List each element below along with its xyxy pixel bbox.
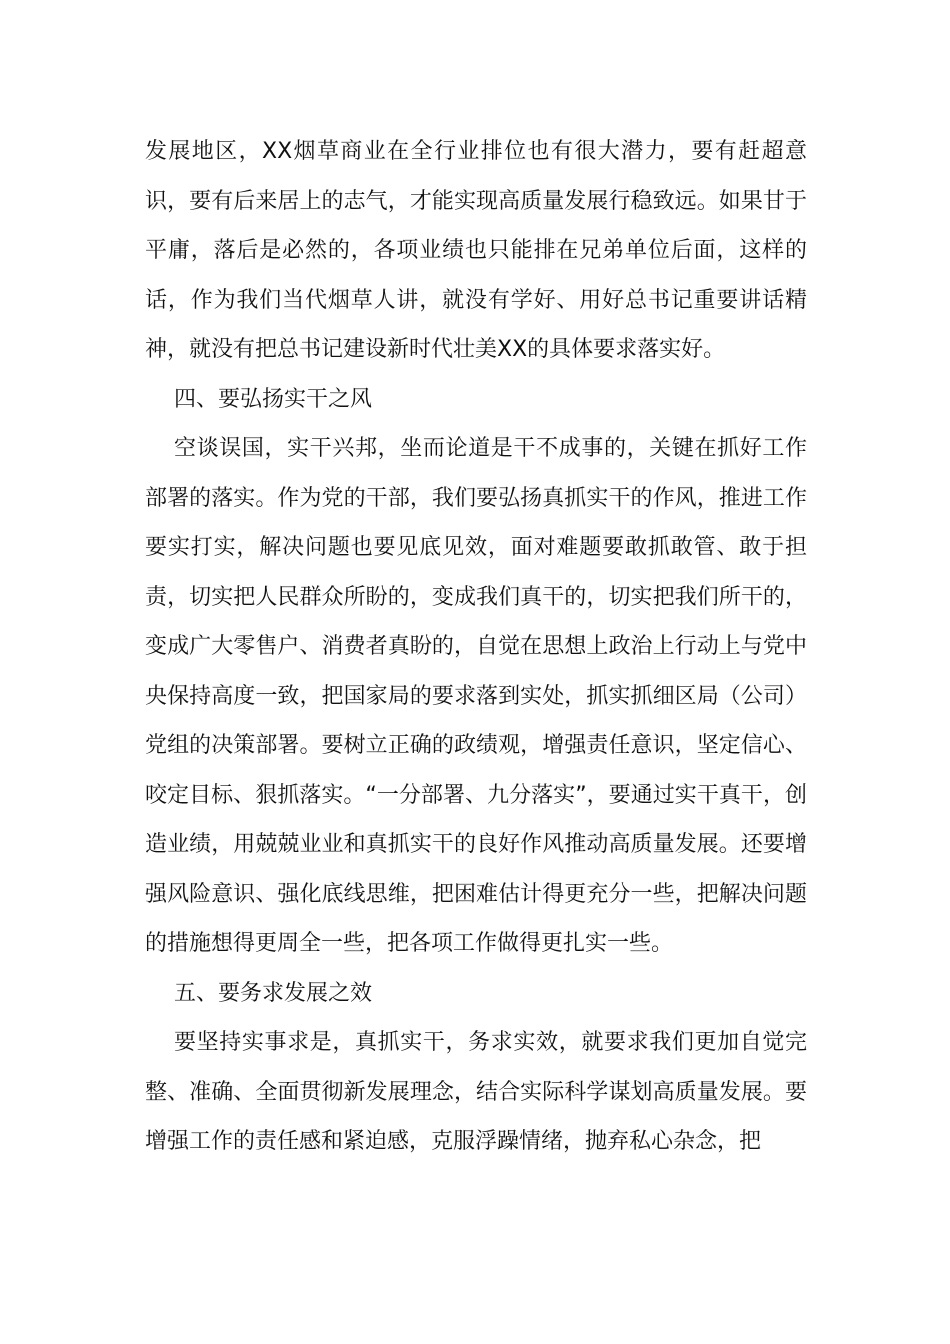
section-heading-four: 四、要弘扬实干之风 [174,386,373,412]
paragraph-body: 要坚持实事求是，真抓实干，务求实效，就要求我们更加自觉完整、准确、全面贯彻新发展理念，结合实际科学谋划高质量发展。要增强工作的责任感和紧迫感，克服浮躁情绪，抛弃私心杂念，把 [145,1030,807,1154]
section-heading-five: 五、要务求发展之效 [174,980,373,1006]
paragraph-body: 发展地区，XX烟草商业在全行业排位也有很大潜力，要有赶超意识，要有后来居上的志气，才能实现高质量发展行稳致远。如果甘于平庸，落后是必然的，各项业绩也只能排在兄弟单位后面，这样的话，作为我们当代烟草人讲，就没有学好、用好总书记重要讲话精神，就没有把总书记建设新时代壮美XX的具体要求落实好。 [145,139,807,362]
paragraph-body: 空谈误国，实干兴邦，坐而论道是干不成事的，关键在抓好工作部署的落实。作为党的干部，我们要弘扬真抓实干的作风，推进工作要实打实，解决问题也要见底见效，面对难题要敢抓敢管、敢于担责，切实把人民群众所盼的，变成我们真干的，切实把我们所干的，变成广大零售户、消费者真盼的，自觉在思想上政治上行动上与党中央保持高度一致，把国家局的要求落到实处，抓实抓细区局（公司）党组的决策部署。要树立正确的政绩观，增强责任意识，坚定信心、咬定目标、狠抓落实。“一分部署、九分落实”，要通过实干真干，创造业绩，用兢兢业业和真抓实干的良好作风推动高质量发展。还要增强风险意识、强化底线思维，把困难估计得更充分一些，把解决问题的措施想得更周全一些，把各项工作做得更扎实一些。 [145,436,807,956]
document-body [145,127,807,1167]
